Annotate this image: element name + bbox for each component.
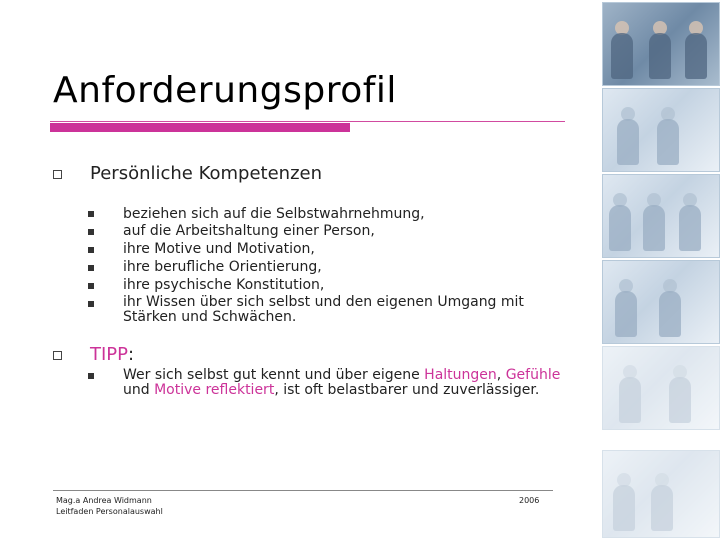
hollow-square-bullet-icon [53, 170, 62, 179]
decorative-photo-strip [598, 0, 720, 540]
filled-square-bullet-icon [88, 373, 94, 379]
photo-tile-people-4 [602, 346, 720, 430]
list-item: ihre berufliche Orientierung, [123, 259, 322, 275]
page-title: Anforderungsprofil [53, 70, 397, 111]
photo-tile-graduates [602, 2, 720, 86]
list-item: ihre Motive und Motivation, [123, 241, 315, 257]
hollow-square-bullet-icon [53, 351, 62, 360]
filled-square-bullet-icon [88, 301, 94, 307]
tip-text-part: , [496, 367, 506, 383]
tip-text-part: , ist oft belastbarer und zuverlässiger. [274, 382, 540, 398]
section-heading-kompetenzen: Persönliche Kompetenzen [90, 163, 323, 184]
list-item: beziehen sich auf die Selbstwahrnehmung, [123, 206, 425, 222]
photo-tile-people-5 [602, 450, 720, 538]
tip-text-part: Wer sich selbst gut kennt und über eigene [123, 367, 425, 383]
title-underline-thin [50, 121, 565, 122]
footer-author: Mag.a Andrea Widmann [56, 496, 152, 505]
filled-square-bullet-icon [88, 211, 94, 217]
photo-tile-people-2 [602, 174, 720, 258]
filled-square-bullet-icon [88, 265, 94, 271]
tipp-label: TIPP [90, 344, 129, 365]
title-underline-accent-bar [50, 123, 350, 132]
filled-square-bullet-icon [88, 247, 94, 253]
footer-subtitle: Leitfaden Personalauswahl [56, 507, 163, 516]
photo-tile-people-1 [602, 88, 720, 172]
tipp-colon: : [128, 344, 135, 365]
footer-rule [53, 490, 553, 491]
tip-highlight-haltungen: Haltungen [424, 367, 497, 383]
filled-square-bullet-icon [88, 229, 94, 235]
filled-square-bullet-icon [88, 283, 94, 289]
list-item: ihre psychische Konstitution, [123, 277, 325, 293]
tip-highlight-motive: Motive [154, 382, 202, 398]
section-heading-tipp [90, 344, 134, 365]
list-item: ihr Wissen über sich selbst und den eigenen Umgang mit Stärken und Schwächen. [123, 294, 524, 325]
tip-text-part: und [123, 382, 155, 398]
footer-year: 2006 [519, 496, 540, 505]
list-item: auf die Arbeitshaltung einer Person, [123, 223, 375, 239]
tip-highlight-reflektiert: reflektiert [205, 382, 275, 398]
tip-text [123, 368, 563, 398]
photo-tile-people-3 [602, 260, 720, 344]
tip-highlight-gefuehle: Gefühle [505, 367, 561, 383]
